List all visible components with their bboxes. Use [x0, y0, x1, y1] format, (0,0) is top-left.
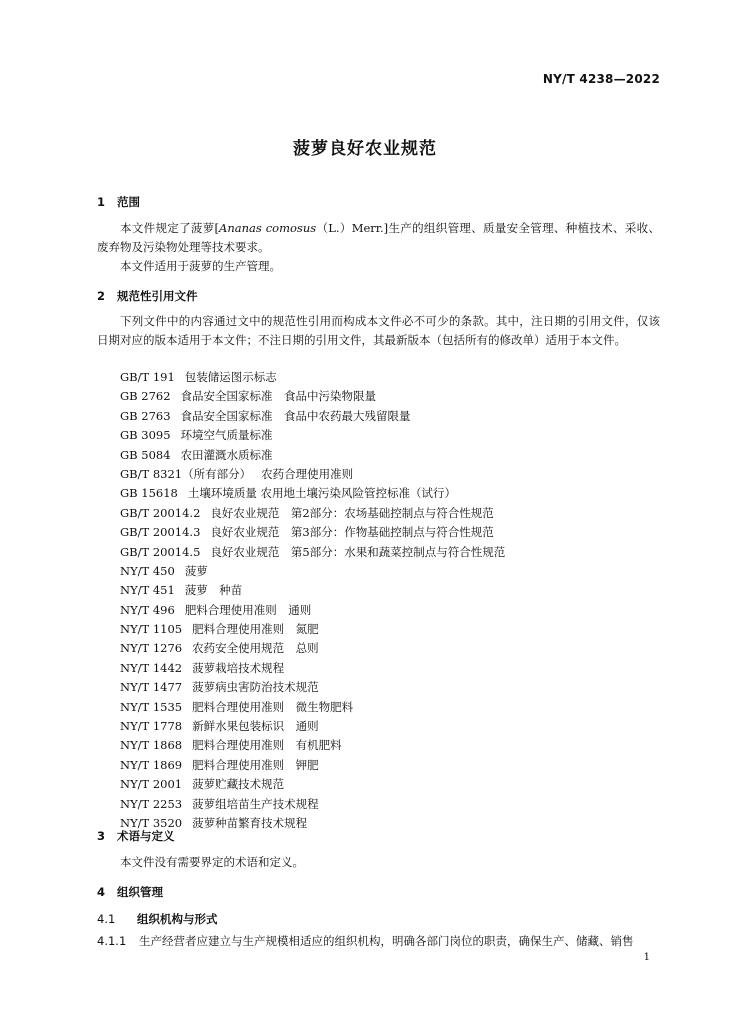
reference-title: 菠萝贮藏技术规范	[192, 777, 285, 792]
reference-item	[120, 523, 660, 542]
reference-code: GB 2762	[120, 389, 171, 404]
reference-title: 菠萝栽培技术规程	[192, 660, 285, 675]
reference-item	[120, 484, 660, 503]
normative-reference-list	[120, 368, 660, 833]
reference-code: GB 5084	[120, 447, 171, 462]
section-number: 4.1	[97, 912, 116, 926]
reference-code: GB/T 20014.3	[120, 525, 201, 540]
reference-item	[120, 620, 660, 639]
clause-4-1-1	[97, 932, 672, 951]
reference-title: 肥料合理使用准则 通则	[184, 602, 312, 617]
reference-title: 农药安全使用规范 总则	[192, 641, 319, 656]
reference-item	[120, 581, 660, 600]
reference-title: 良好农业规范 第3部分：作物基础控制点与符合性规范	[210, 525, 494, 540]
reference-title: 包装储运图示标志	[184, 370, 277, 384]
reference-title: 菠萝组培苗生产技术规程	[192, 796, 319, 811]
section-4-heading	[97, 884, 163, 900]
scope-text-pre: 本文件规定了菠萝[	[120, 221, 220, 235]
section-title: 范围	[117, 195, 140, 209]
reference-title: 食品安全国家标准 食品中农药最大残留限量	[180, 408, 411, 423]
reference-title: 肥料合理使用准则 有机肥料	[192, 738, 342, 753]
reference-item	[120, 465, 660, 484]
section-number: 3	[97, 829, 106, 843]
reference-code: NY/T 2253	[120, 796, 183, 811]
reference-title: 菠萝 种苗	[184, 583, 243, 598]
reference-code: NY/T 496	[120, 602, 175, 617]
reference-title: 环境空气质量标准	[180, 428, 273, 443]
reference-title: 农药合理使用准则	[261, 466, 354, 481]
reference-code: NY/T 1869	[120, 757, 183, 772]
reference-item	[120, 504, 660, 523]
reference-item	[120, 639, 660, 658]
section-title: 术语与定义	[117, 829, 175, 843]
section-1-heading	[97, 194, 140, 210]
section-number: 4	[97, 885, 106, 899]
reference-item	[120, 756, 660, 775]
page-number: 1	[643, 952, 650, 963]
document-title: 菠萝良好农业规范	[293, 139, 437, 159]
scope-text-post: （L.）Merr.]生产的组织管理、质量安全管理、种植技术、采收、废弃物及污染物处理等技术要求。	[97, 221, 660, 254]
reference-item	[120, 678, 660, 697]
clause-text: 生产经营者应建立与生产规模相适应的组织机构，明确各部门岗位的职责，确保生产、储藏、销售	[139, 934, 634, 948]
reference-code: NY/T 1535	[120, 699, 183, 714]
reference-item	[120, 775, 660, 794]
reference-item	[120, 543, 660, 562]
reference-code: NY/T 1477	[120, 680, 183, 695]
reference-title: 良好农业规范 第5部分：水果和蔬菜控制点与符合性规范	[210, 544, 506, 559]
reference-code: GB 3095	[120, 428, 171, 443]
species-name: Ananas comosus	[219, 221, 317, 235]
references-intro-paragraph: 下列文件中的内容通过文中的规范性引用而构成本文件必不可少的条款。其中，注日期的引用文件，仅该日期对应的版本适用于本文件；不注日期的引用文件，其最新版本（包括所有的修改单）适用于本文件。	[97, 314, 660, 347]
reference-item	[120, 601, 660, 620]
reference-title: 良好农业规范 第2部分：农场基础控制点与符合性规范	[210, 505, 494, 520]
reference-code: NY/T 1868	[120, 738, 183, 753]
reference-title: 菠萝	[184, 563, 208, 578]
reference-code: NY/T 1778	[120, 719, 183, 734]
reference-title: 肥料合理使用准则 微生物肥料	[192, 699, 354, 714]
reference-title: 菠萝病虫害防治技术规范	[192, 680, 319, 695]
reference-item	[120, 814, 660, 833]
clause-number: 4.1.1	[97, 934, 127, 948]
reference-title: 新鲜水果包装标识 通则	[192, 719, 319, 734]
reference-code: GB/T 20014.5	[120, 544, 201, 559]
section-number: 2	[97, 289, 106, 303]
reference-title: 食品安全国家标准 食品中污染物限量	[180, 389, 377, 404]
reference-item	[120, 387, 660, 406]
section-title: 规范性引用文件	[117, 289, 198, 303]
reference-item	[120, 562, 660, 581]
reference-code: GB 15618	[120, 486, 178, 501]
reference-title: 肥料合理使用准则 氮肥	[192, 622, 319, 637]
reference-item	[120, 659, 660, 678]
reference-item	[120, 736, 660, 755]
terms-paragraph: 本文件没有需要界定的术语和定义。	[120, 855, 304, 869]
scope-paragraph-2: 本文件适用于菠萝的生产管理。	[120, 259, 281, 273]
section-title: 组织机构与形式	[137, 912, 218, 926]
reference-code: NY/T 3520	[120, 815, 183, 830]
scope-paragraph-1	[97, 219, 660, 257]
section-3-heading	[97, 828, 175, 844]
reference-title: 菠萝种苗繁育技术规程	[192, 815, 308, 830]
reference-code: GB 2763	[120, 408, 171, 423]
reference-code: NY/T 1442	[120, 660, 183, 675]
reference-title: 肥料合理使用准则 钾肥	[192, 757, 319, 772]
reference-code: NY/T 1105	[120, 622, 183, 637]
standard-code: NY/T 4238—2022	[542, 72, 660, 86]
reference-code: GB/T 20014.2	[120, 505, 201, 520]
section-number: 1	[97, 195, 106, 209]
section-4-1-heading	[97, 911, 218, 927]
section-title: 组织管理	[117, 885, 163, 899]
reference-code: GB/T 191	[120, 370, 175, 384]
reference-item	[120, 698, 660, 717]
reference-title: 农田灌溉水质标准	[180, 447, 273, 462]
reference-item	[120, 368, 660, 387]
reference-code: NY/T 450	[120, 563, 175, 578]
reference-item	[120, 446, 660, 465]
reference-code: NY/T 1276	[120, 641, 183, 656]
reference-code: NY/T 451	[120, 583, 175, 598]
reference-item	[120, 407, 660, 426]
reference-code: NY/T 2001	[120, 777, 183, 792]
reference-item	[120, 795, 660, 814]
reference-item	[120, 717, 660, 736]
reference-title: 土壤环境质量 农用地土壤污染风险管控标准（试行）	[187, 486, 457, 501]
reference-item	[120, 426, 660, 445]
section-2-heading	[97, 288, 198, 304]
reference-code: GB/T 8321（所有部分）	[120, 466, 252, 481]
